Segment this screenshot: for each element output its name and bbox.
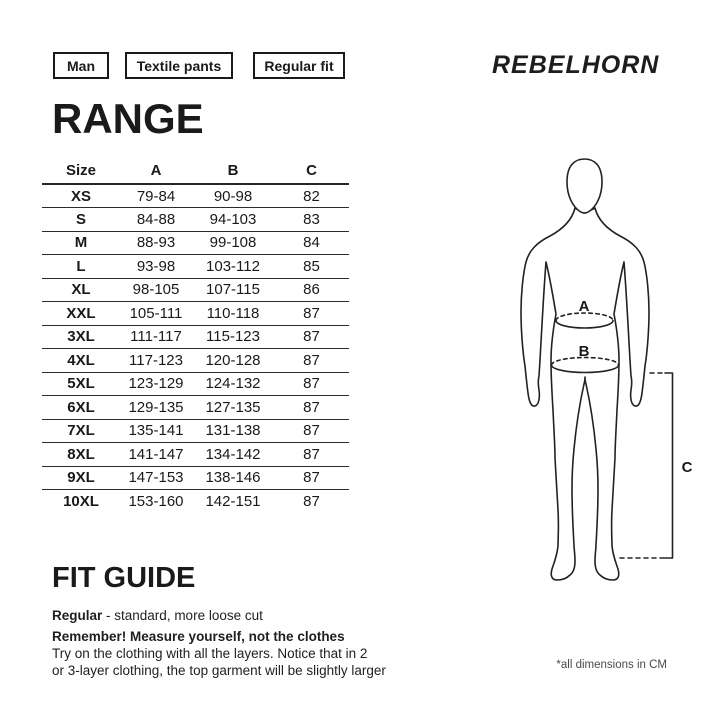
measurement-cell: 110-118 (206, 304, 260, 322)
measurement-cell: 99-108 (209, 234, 257, 252)
hip-label-b: B (578, 343, 590, 360)
fit-reminder-title: Remember! Measure yourself, not the clothes (52, 629, 345, 644)
measurement-cell: 105-111 (129, 304, 183, 322)
table-row (42, 255, 349, 279)
size-cell: 5XL (67, 375, 95, 393)
size-table-body (42, 184, 349, 513)
measurement-cell: 93-98 (136, 257, 176, 275)
measurement-cell: 131-138 (205, 422, 261, 440)
table-row (42, 466, 349, 490)
measurement-cell: 79-84 (136, 187, 176, 205)
table-row (42, 231, 349, 255)
measurement-cell: 153-160 (128, 493, 184, 510)
table-row (42, 490, 349, 514)
measurement-cell: 83 (303, 210, 320, 228)
measurement-cell: 87 (303, 422, 320, 440)
size-table (42, 158, 349, 513)
measurement-cell: 135-141 (128, 422, 184, 440)
measurement-cell: 84 (303, 234, 320, 252)
table-row (42, 396, 349, 420)
table-row (42, 208, 349, 232)
tag-textile-pants-label: Textile pants (136, 57, 222, 74)
measurement-cell: 123-129 (128, 375, 184, 393)
measurement-cell: 141-147 (128, 445, 184, 463)
measurement-cell: 86 (303, 281, 320, 299)
measurement-cell: 90-98 (213, 187, 253, 205)
fit-desc: - standard, more loose cut (106, 608, 263, 623)
table-row (42, 372, 349, 396)
tag-man[interactable] (53, 52, 109, 79)
column-header-size: Size (42, 158, 120, 184)
measurement-cell: 142-151 (205, 493, 261, 510)
column-header-a: A (120, 158, 192, 184)
brand-logo: REBELHORN (492, 51, 660, 79)
measurement-cell: 120-128 (205, 351, 261, 369)
size-cell: XL (71, 281, 91, 299)
fit-regular-line (52, 607, 263, 624)
size-cell: M (74, 234, 88, 252)
measurement-cell: 117-123 (129, 351, 183, 369)
measurement-cell: 111-117 (130, 328, 182, 346)
figure-body-outline (521, 208, 649, 580)
measurement-cell: 98-105 (132, 281, 180, 299)
measurement-cell: 87 (303, 445, 320, 463)
length-bracket-line (665, 373, 673, 558)
measurement-cell: 82 (303, 187, 320, 205)
measurement-cell: 85 (303, 257, 320, 275)
fit-term: Regular (52, 608, 103, 623)
measurement-cell: 147-153 (128, 469, 184, 487)
size-cell: 6XL (67, 398, 95, 416)
measurement-cell: 138-146 (205, 469, 261, 487)
column-header-c: C (274, 158, 349, 184)
waist-label-a: A (578, 298, 590, 315)
size-cell: 10XL (63, 493, 99, 510)
table-row (42, 443, 349, 467)
table-row (42, 325, 349, 349)
fit-reminder-line2: or 3-layer clothing, the top garment will be slightly larger (52, 663, 386, 678)
tag-regular-fit-label: Regular fit (264, 57, 334, 74)
size-cell: XS (70, 187, 91, 205)
measurement-cell: 103-112 (206, 257, 260, 275)
measurement-cell: 129-135 (128, 398, 184, 416)
fit-reminder-line1: Try on the clothing with all the layers. Notice that in 2 (52, 646, 368, 661)
measurement-cell: 87 (303, 469, 320, 487)
figure-head (567, 159, 602, 213)
table-row (42, 184, 349, 208)
size-cell: 9XL (67, 469, 95, 487)
tag-regular-fit[interactable] (253, 52, 345, 79)
table-row (42, 349, 349, 373)
page-title: RANGE (52, 95, 204, 142)
measurement-cell: 84-88 (136, 210, 176, 228)
measurement-cell: 87 (303, 375, 320, 393)
size-cell: S (75, 210, 86, 228)
measurement-cell: 107-115 (206, 281, 260, 299)
measurement-cell: 87 (303, 328, 320, 346)
size-cell: XXL (66, 304, 96, 322)
measurement-figure (505, 150, 705, 590)
measurement-cell: 87 (303, 304, 320, 322)
length-label-c: C (681, 459, 693, 476)
measurement-cell: 124-132 (205, 375, 261, 393)
column-header-b: B (192, 158, 274, 184)
size-cell: 4XL (67, 351, 95, 369)
table-row (42, 419, 349, 443)
size-cell: 7XL (67, 422, 95, 440)
fit-guide-heading: FIT GUIDE (52, 562, 196, 594)
measurement-cell: 87 (303, 351, 320, 369)
tag-man-label: Man (67, 57, 95, 74)
measurement-cell: 127-135 (205, 398, 261, 416)
size-table-header-row (42, 158, 349, 184)
measurement-cell: 115-123 (206, 328, 260, 346)
table-row (42, 302, 349, 326)
measurement-cell: 94-103 (209, 210, 257, 228)
measurement-cell: 134-142 (205, 445, 261, 463)
measurement-cell: 88-93 (136, 234, 176, 252)
dimensions-footnote: *all dimensions in CM (556, 659, 667, 671)
measurement-cell: 87 (303, 398, 320, 416)
tag-textile-pants[interactable] (125, 52, 233, 79)
size-cell: 3XL (67, 328, 95, 346)
measurement-cell: 87 (303, 493, 320, 510)
table-row (42, 278, 349, 302)
size-cell: 8XL (67, 445, 95, 463)
size-cell: L (76, 257, 86, 275)
